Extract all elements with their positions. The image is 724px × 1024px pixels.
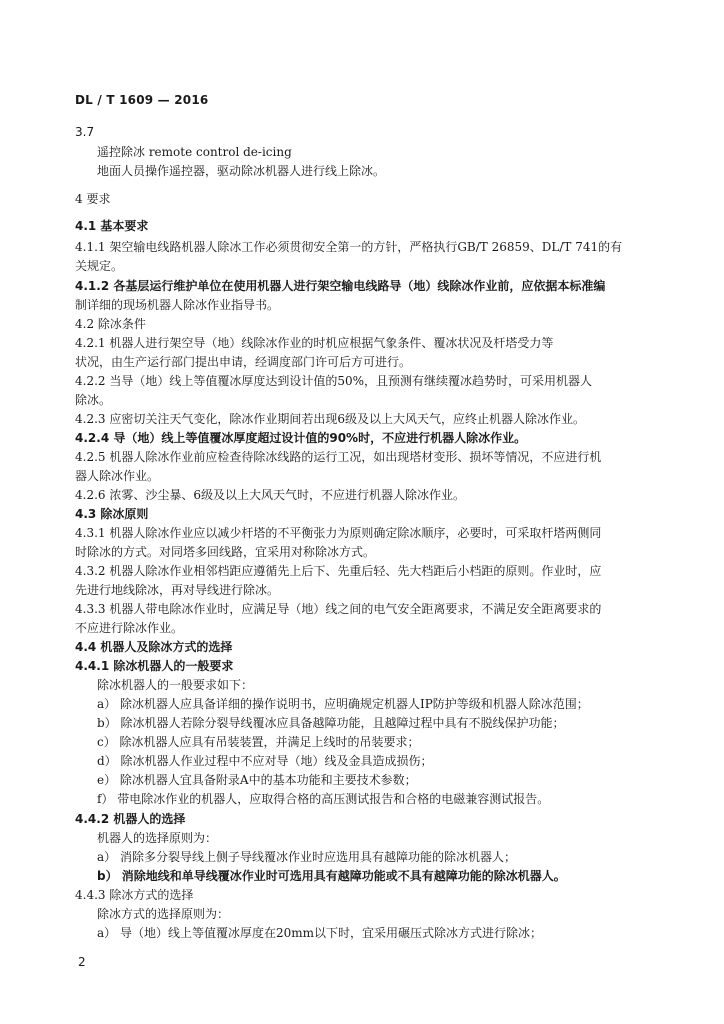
text-line: 4.4.1 除冰机器人的一般要求 [75,659,234,673]
text-line: d） 除冰机器人作业过程中不应对导（地）线及金具造成损伤； [97,754,433,768]
text-line: a） 导（地）线上等值覆冰厚度在20mm以下时，宜采用碾压式除冰方式进行除冰； [97,926,542,940]
text-line: 4.2.2 当导（地）线上等值覆冰厚度达到设计值的50%，且预测有继续覆冰趋势时，可采用机器人 [75,374,593,388]
text-line: 3.7 [75,125,95,139]
text-line: 4.4.3 除冰方式的选择 [75,888,194,902]
text-line: 除冰。 [75,393,112,407]
text-line: 4.3.1 机器人除冰作业应以减少杆塔的不平衡张力为原则确定除冰顺序，必要时，可采取杆塔两侧同 [75,526,602,540]
text-line: 4.2.3 应密切关注天气变化，除冰作业期间若出现6级及以上大风天气，应终止机器人除冰作业。 [75,412,585,426]
text-line: c） 除冰机器人应具有吊装装置，并满足上线时的吊装要求； [97,735,420,749]
text-line: 4.4.2 机器人的选择 [75,812,186,826]
text-line: a） 除冰机器人应具备详细的操作说明书，应明确规定机器人IP防护等级和机器人除冰范围； [97,697,589,711]
text-line: 遥控除冰 remote control de-icing [97,145,292,159]
page-number: 2 [78,955,86,969]
text-line: 4.2 除冰条件 [75,317,146,331]
text-line: 先进行地线除冰，再对导线进行除冰。 [75,583,280,597]
text-line: 4.4 机器人及除冰方式的选择 [75,640,233,654]
text-line: a） 消除多分裂导线上侧子导线覆冰作业时应选用具有越障功能的除冰机器人； [97,850,516,864]
text-line: 地面人员操作遥控器，驱动除冰机器人进行线上除冰。 [97,164,386,178]
text-line: 4.2.6 浓雾、沙尘暴、6级及以上大风天气时，不应进行机器人除冰作业。 [75,488,465,502]
text-line: 4.1.2 各基层运行维护单位在使用机器人进行架空输电线路导（地）线除冰作业前，应依据本标准编 [75,279,606,293]
text-line: 不应进行除冰作业。 [75,621,184,635]
text-line: 4.1.1 架空输电线路机器人除冰工作必须贯彻安全第一的方针，严格执行GB/T 26859、DL/T 741的有 [75,240,623,254]
text-line: 除冰机器人的一般要求如下： [97,678,254,692]
text-line: 关规定。 [75,259,124,273]
text-line: 时除冰的方式。对同塔多回线路，宜采用对称除冰方式。 [75,545,376,559]
text-line: 4.2.4 导（地）线上等值覆冰厚度超过设计值的90%时，不应进行机器人除冰作业。 [75,431,527,445]
text-line: b） 消除地线和单导线覆冰作业时可选用具有越障功能或不具有越障功能的除冰机器人。 [97,869,566,883]
text-line: e） 除冰机器人宜具备附录A中的基本功能和主要技术参数； [97,773,417,787]
text-line: 4.3.2 机器人除冰作业相邻档距应遵循先上后下、先重后轻、先大档距后小档距的原则。作业时，应 [75,564,602,578]
text-line: 4.2.1 机器人进行架空导（地）线除冰作业的时机应根据气象条件、覆冰状况及杆塔受力等 [75,336,554,350]
text-line: 状况，由生产运行部门提出申请，经调度部门许可后方可进行。 [75,355,412,369]
text-line: 器人除冰作业。 [75,469,160,483]
text-line: b） 除冰机器人若除分裂导线覆冰应具备越障功能，且越障过程中具有不脱线保护功能； [97,716,565,730]
standard-header: DL / T 1609 — 2016 [75,93,209,107]
text-line: 4.3 除冰原则 [75,507,149,521]
text-line: f） 带电除冰作业的机器人，应取得合格的高压测试报告和合格的电磁兼容测试报告。 [97,792,550,806]
text-line: 4 要求 [75,192,111,206]
text-line: 4.3.3 机器人带电除冰作业时，应满足导（地）线之间的电气安全距离要求，不满足安全距离要求的 [75,602,602,616]
text-line: 4.1 基本要求 [75,219,149,233]
text-line: 机器人的选择原则为： [97,831,218,845]
text-line: 除冰方式的选择原则为： [97,907,230,921]
text-line: 4.2.5 机器人除冰作业前应检查待除冰线路的运行工况，如出现塔材变形、损坏等情况，不应进行机 [75,450,602,464]
text-line: 制详细的现场机器人除冰作业指导书。 [75,298,280,312]
